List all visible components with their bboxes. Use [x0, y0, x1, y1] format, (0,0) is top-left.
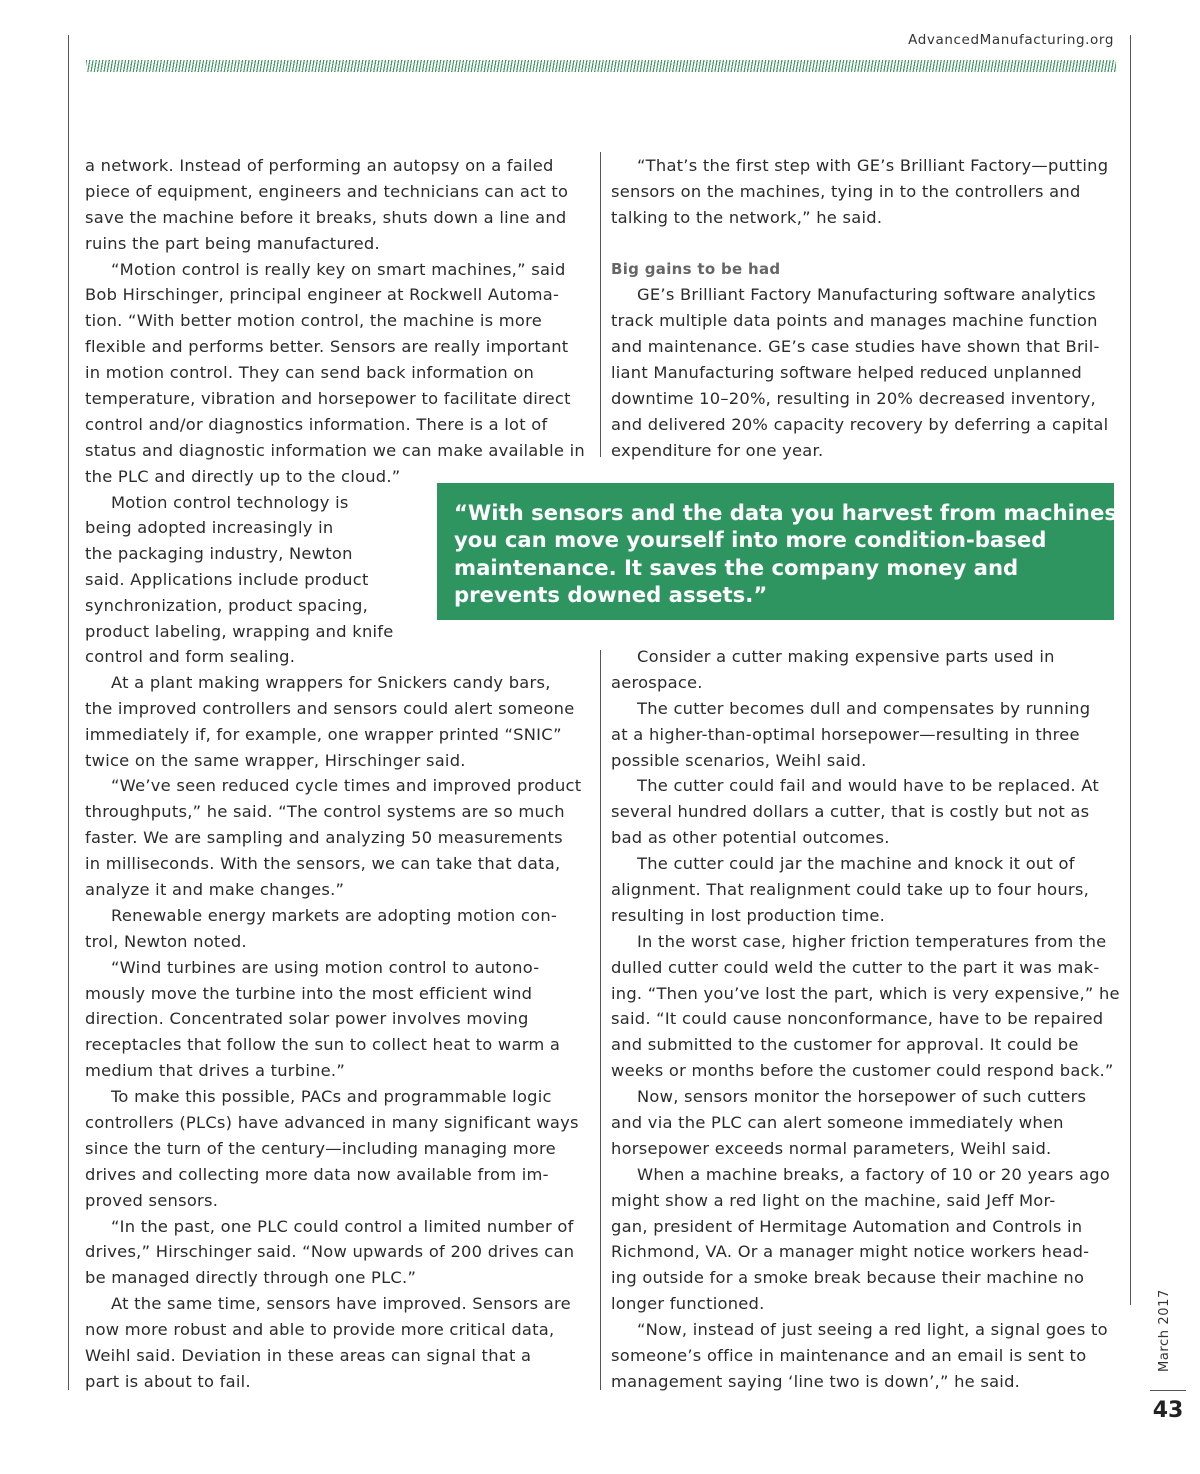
text-line: in motion control. They can send back information on [85, 363, 535, 383]
pull-quote-line: “With sensors and the data you harvest from machines, [454, 500, 1125, 525]
text-line: “We’ve seen reduced cycle times and improved product [111, 776, 582, 796]
text-line: twice on the same wrapper, Hirschinger said. [85, 750, 466, 770]
text-line: the PLC and directly up to the cloud.” [85, 466, 401, 486]
text-line: “Wind turbines are using motion control to autono- [111, 957, 540, 977]
text-line: “In the past, one PLC could control a limited number of [111, 1216, 574, 1236]
text-line: and maintenance. GE’s case studies have shown that Bril- [611, 337, 1100, 357]
text-line: and delivered 20% capacity recovery by deferring a capital [611, 414, 1109, 434]
text-line: bad as other potential outcomes. [611, 828, 890, 848]
text-line: To make this possible, PACs and programmable logic [111, 1087, 552, 1107]
text-line: control and form sealing. [85, 647, 296, 666]
pull-quote-line: you can move yourself into more condition-based [454, 527, 1047, 553]
text-line: receptacles that follow the sun to collect heat to warm a [85, 1035, 561, 1055]
section-subhead: Big gains to be had [611, 259, 781, 278]
text-line: longer functioned. [611, 1294, 765, 1314]
text-line: ing outside for a smoke break because their machine no [611, 1268, 1085, 1288]
text-line: The cutter could jar the machine and knock it out of [637, 854, 1075, 874]
text-line: the packaging industry, Newton [85, 544, 353, 564]
text-line: “That’s the first step with GE’s Brilliant Factory—putting [637, 156, 1109, 175]
right-column-top [611, 153, 1108, 464]
text-line: gan, president of Hermitage Automation and Controls in [611, 1216, 1083, 1236]
text-line: several hundred dollars a cutter, that is costly but not as [611, 802, 1090, 822]
page-right-rule [1130, 35, 1131, 1305]
text-line: expenditure for one year. [611, 440, 824, 460]
text-line: Weihl said. Deviation in these areas can signal that a [85, 1346, 532, 1366]
column-divider-top [600, 152, 601, 457]
page-left-rule [68, 35, 69, 1390]
text-line: proved sensors. [85, 1190, 219, 1210]
text-line: tion. “With better motion control, the machine is more [85, 311, 542, 331]
text-line: said. “It could cause nonconformance, have to be repaired [611, 1009, 1104, 1029]
text-line: since the turn of the century—including managing more [85, 1138, 556, 1158]
text-line: immediately if, for example, one wrapper printed “SNIC” [85, 724, 562, 744]
text-line: in milliseconds. With the sensors, we can take that data, [85, 854, 561, 874]
text-line: GE’s Brilliant Factory Manufacturing software analytics [637, 285, 1096, 305]
text-line: drives and collecting more data now available from im- [85, 1164, 549, 1184]
text-line: someone’s office in maintenance and an email is sent to [611, 1346, 1087, 1366]
text-line: part is about to fail. [85, 1371, 251, 1391]
text-line: product labeling, wrapping and knife [85, 622, 394, 642]
text-line [611, 231, 1108, 257]
right-column-bottom [611, 644, 1120, 1395]
left-column-bottom [85, 644, 581, 1395]
text-line: Richmond, VA. Or a manager might notice workers head- [611, 1242, 1090, 1262]
text-line: sensors on the machines, tying in to the controllers and [611, 181, 1081, 201]
footer-rule [1150, 1390, 1186, 1391]
text-line: faster. We are sampling and analyzing 50 measurements [85, 828, 563, 848]
text-line: resulting in lost production time. [611, 905, 886, 925]
text-line: Now, sensors monitor the horsepower of such cutters [637, 1087, 1087, 1107]
header-hatch-band [86, 60, 1116, 72]
text-line: synchronization, product spacing, [85, 596, 369, 616]
text-line: aerospace. [611, 672, 703, 692]
text-line: analyze it and make changes.” [85, 880, 345, 900]
text-line: ing. “Then you’ve lost the part, which is very expensive,” he [611, 983, 1120, 1003]
column-divider-bottom [600, 650, 601, 1390]
pull-quote-line: maintenance. It saves the company money and [454, 554, 1019, 580]
issue-date: March 2017 [1157, 1289, 1172, 1372]
text-line: trol, Newton noted. [85, 931, 247, 951]
text-line: mously move the turbine into the most efficient wind [85, 983, 533, 1003]
text-line: and via the PLC can alert someone immediately when [611, 1113, 1064, 1133]
text-line: “Now, instead of just seeing a red light, a signal goes to [637, 1320, 1108, 1340]
text-line: piece of equipment, engineers and technicians can act to [85, 181, 569, 201]
text-line: When a machine breaks, a factory of 10 or 20 years ago [637, 1164, 1111, 1184]
text-line: horsepower exceeds normal parameters, Weihl said. [611, 1138, 1052, 1158]
text-line: Motion control technology is [111, 492, 349, 512]
text-line: Consider a cutter making expensive parts used in [637, 647, 1055, 666]
text-line: The cutter becomes dull and compensates by running [637, 698, 1091, 718]
text-line: “Motion control is really key on smart machines,” said [111, 259, 566, 279]
text-line: At the same time, sensors have improved. Sensors are [111, 1294, 571, 1314]
text-line: alignment. That realignment could take up to four hours, [611, 880, 1090, 900]
text-line: liant Manufacturing software helped reduced unplanned [611, 363, 1082, 383]
text-line: flexible and performs better. Sensors are really important [85, 337, 569, 357]
text-line: Bob Hirschinger, principal engineer at Rockwell Automa- [85, 285, 560, 305]
text-line: Renewable energy markets are adopting motion con- [111, 905, 558, 925]
text-line: drives,” Hirschinger said. “Now upwards of 200 drives can [85, 1242, 575, 1262]
text-line: track multiple data points and manages machine function [611, 311, 1098, 331]
text-line: management saying ‘line two is down’,” he said. [611, 1371, 1021, 1391]
text-line: direction. Concentrated solar power involves moving [85, 1009, 529, 1029]
text-line: now more robust and able to provide more critical data, [85, 1320, 555, 1340]
pull-quote [437, 483, 1125, 620]
text-line: control and/or diagnostics information. There is a lot of [85, 414, 548, 434]
text-line: medium that drives a turbine.” [85, 1061, 346, 1081]
text-line: said. Applications include product [85, 570, 369, 590]
text-line: In the worst case, higher friction temperatures from the [637, 931, 1107, 951]
text-line: status and diagnostic information we can make available in [85, 440, 585, 460]
page-number: 43 [1152, 1398, 1184, 1423]
text-line: might show a red light on the machine, said Jeff Mor- [611, 1190, 1056, 1210]
text-line: ruins the part being manufactured. [85, 233, 380, 253]
text-line: dulled cutter could weld the cutter to the part it was mak- [611, 957, 1100, 977]
text-line: The cutter could fail and would have to be replaced. At [637, 776, 1100, 796]
text-line: downtime 10–20%, resulting in 20% decreased inventory, [611, 389, 1096, 409]
text-line: controllers (PLCs) have advanced in many significant ways [85, 1113, 579, 1133]
text-line: the improved controllers and sensors could alert someone [85, 698, 575, 718]
text-line: throughputs,” he said. “The control systems are so much [85, 802, 565, 822]
pull-quote-line: prevents downed assets.” [454, 581, 768, 607]
text-line: a network. Instead of performing an autopsy on a failed [85, 156, 554, 175]
text-line: at a higher-than-optimal horsepower—resulting in three [611, 724, 1080, 744]
text-line: At a plant making wrappers for Snickers candy bars, [111, 672, 551, 692]
text-line: weeks or months before the customer could respond back.” [611, 1061, 1114, 1081]
header-site-name: AdvancedManufacturing.org [908, 32, 1114, 48]
text-line: save the machine before it breaks, shuts down a line and [85, 207, 567, 227]
text-line: and submitted to the customer for approval. It could be [611, 1035, 1079, 1055]
text-line: being adopted increasingly in [85, 518, 334, 538]
text-line: possible scenarios, Weihl said. [611, 750, 867, 770]
text-line: be managed directly through one PLC.” [85, 1268, 417, 1288]
text-line: talking to the network,” he said. [611, 207, 883, 227]
text-line: temperature, vibration and horsepower to facilitate direct [85, 389, 571, 409]
